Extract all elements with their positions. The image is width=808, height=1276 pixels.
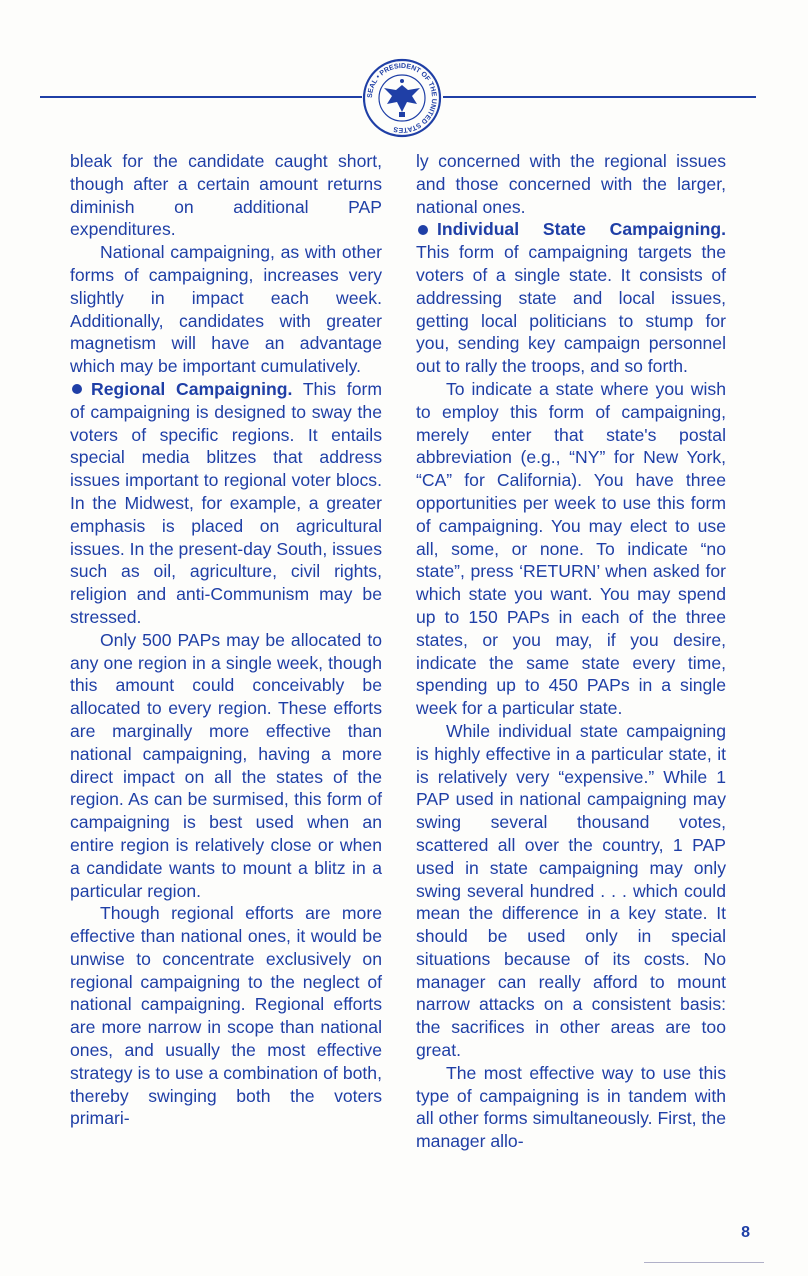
left-text-column <box>70 150 382 1130</box>
paragraph-body: This form of campaigning targets the voters of a single state. It consists of addressing state and local issues, getting local politicians to stump for you, sending key campaign personnel out to rally the troops, and so forth. <box>416 242 726 377</box>
section-heading: Individual State Campaigning. <box>437 219 726 240</box>
paragraph: Though regional efforts are more effective than national ones, it would be unwise to concentrate exclusively on regional campaigning to the neglect of national campaigning. Regional efforts are more narrow in scope than national ones, and usually the most effective strategy is to use a combination of both, thereby swinging both the voters primari- <box>70 903 382 1129</box>
paragraph <box>416 218 726 378</box>
header-rule-right <box>443 96 756 98</box>
paragraph: Only 500 PAPs may be allocated to any one region in a single week, though this amount could conceivably be allocated to every region. These efforts are marginally more effective than national campaigning, having a more direct impact on all the states of the region. As can be surmised, this form of campaigning is best used when an entire region is relatively close or when a candidate wants to mount a blitz in a particular region. <box>70 629 382 901</box>
section-heading: Regional Campaigning. <box>91 378 293 399</box>
footer-rule <box>644 1262 764 1263</box>
paragraph: bleak for the candidate caught short, though after a certain amount returns diminish on additional PAP expenditures. <box>70 151 382 240</box>
presidential-seal-icon <box>362 58 442 138</box>
paragraph: While individual state campaigning is highly effective in a particular state, it is relatively very “expensive.” While 1 PAP used in national campaigning may swing several thousand votes, scattered all over the country, 1 PAP used in state campaigning may only swing several hundred . . . which could mean the difference in a key state. It should be used only in special situations because of its costs. No manager can really afford to mount narrow attacks on a consistent basis: the sacrifices in other areas are too great. <box>416 720 726 1061</box>
bullet-icon <box>418 225 428 235</box>
svg-text:SEAL • PRESIDENT OF THE UNITED: SEAL • PRESIDENT OF THE UNITED STATES <box>366 62 438 134</box>
paragraph: National campaigning, as with other forms of campaigning, increases very slightly in impact each week. Additionally, candidates with greater magnetism will have an advantage which may be important cumulatively. <box>70 242 382 377</box>
paragraph <box>70 378 382 629</box>
paragraph: ly concerned with the regional issues and those concerned with the larger, national ones. <box>416 151 726 217</box>
page-number: 8 <box>741 1224 750 1241</box>
bullet-icon <box>72 384 82 394</box>
right-text-column <box>416 150 726 1153</box>
header-rule-left <box>40 96 362 98</box>
paragraph: To indicate a state where you wish to employ this form of campaigning, merely enter that state's postal abbreviation (e.g., “NY” for New York, “CA” for California). You have three opportunities per week to use this form of campaigning. You may elect to use all, some, or none. To indicate “no state”, press ‘RETURN’ when asked for which state you want. You may spend up to 150 PAPs in each of the three states, or you may, if you desire, indicate the same state every time, spending up to 450 PAPs in a single week for a particular state. <box>416 378 726 719</box>
paragraph: The most effective way to use this type of campaigning is in tandem with all other forms simultaneously. First, the manager allo- <box>416 1062 726 1152</box>
paragraph-body: This form of campaigning is designed to sway the voters of specific regions. It entails special media blitzes that address issues important to regional voter blocs. In the Midwest, for example, a greater emphasis is placed on agricultural issues. In the present-day South, issues such as oil, agriculture, civil rights, religion and anti-Communism may be stressed. <box>70 378 382 627</box>
